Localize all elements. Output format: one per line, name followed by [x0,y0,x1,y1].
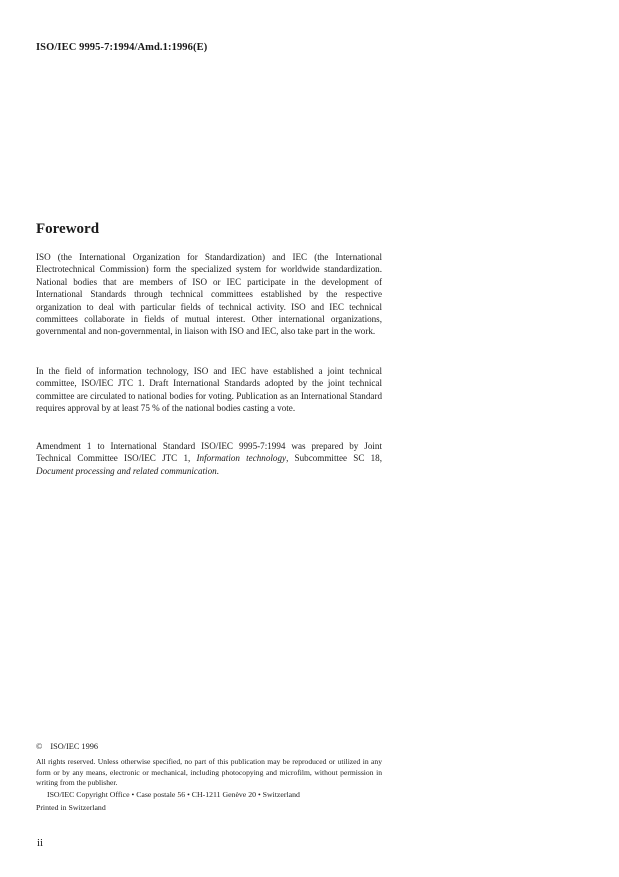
copyright-office-address: ISO/IEC Copyright Office • Case postale 56 • CH-1211 Genève 20 • Switzerland [47,790,300,799]
foreword-paragraph-3 [36,440,382,477]
foreword-paragraph-2: In the field of information technology, ISO and IEC have established a joint technical committee, ISO/IEC JTC 1. Draft International Standards adopted by the joint technical committee are circulated to national bodies for voting. Publication as an International Standard requires approval by at least 75 % of the national bodies casting a vote. [36,366,382,414]
foreword-paragraph-1: ISO (the International Organization for Standardization) and IEC (the International Electrotechnical Commission) form the specialized system for worldwide standardization. National bodies that are members of ISO or IEC participate in the development of International Standards through technical committees established by the respective organization to deal with particular fields of technical activity. ISO and IEC technical committees collaborate in fields of mutual interest. Other international organizations, governmental and non-governmental, in liaison with ISO and IEC, also take part in the work. [36,252,382,337]
page-number: ii [37,837,44,849]
rights-notice: All rights reserved. Unless otherwise specified, no part of this publication may be reproduced or utilized in any form or by any means, electronic or mechanical, including photocopying and microfilm, without permission in writing from the publisher. [36,757,382,787]
copyright-icon: © [36,742,43,751]
paragraph-3-text-a: Amendment 1 to International Standard ISO/IEC 9995-7:1994 was prepared by Joint Technical Committee ISO/IEC JTC 1, [36,441,382,464]
subcommittee-title-italic: Document processing and related communication [36,465,217,476]
copyright-holder: ISO/IEC 1996 [50,742,99,751]
copyright-line [36,742,98,751]
foreword-heading: Foreword [36,221,100,237]
paragraph-3-text-b: , Subcommittee SC 18, [286,453,382,464]
document-identifier: ISO/IEC 9995-7:1994/Amd.1:1996(E) [36,42,208,53]
committee-title-italic: Information technology [196,453,287,464]
printed-in: Printed in Switzerland [36,803,106,812]
paragraph-3-text-c: . [216,465,219,476]
